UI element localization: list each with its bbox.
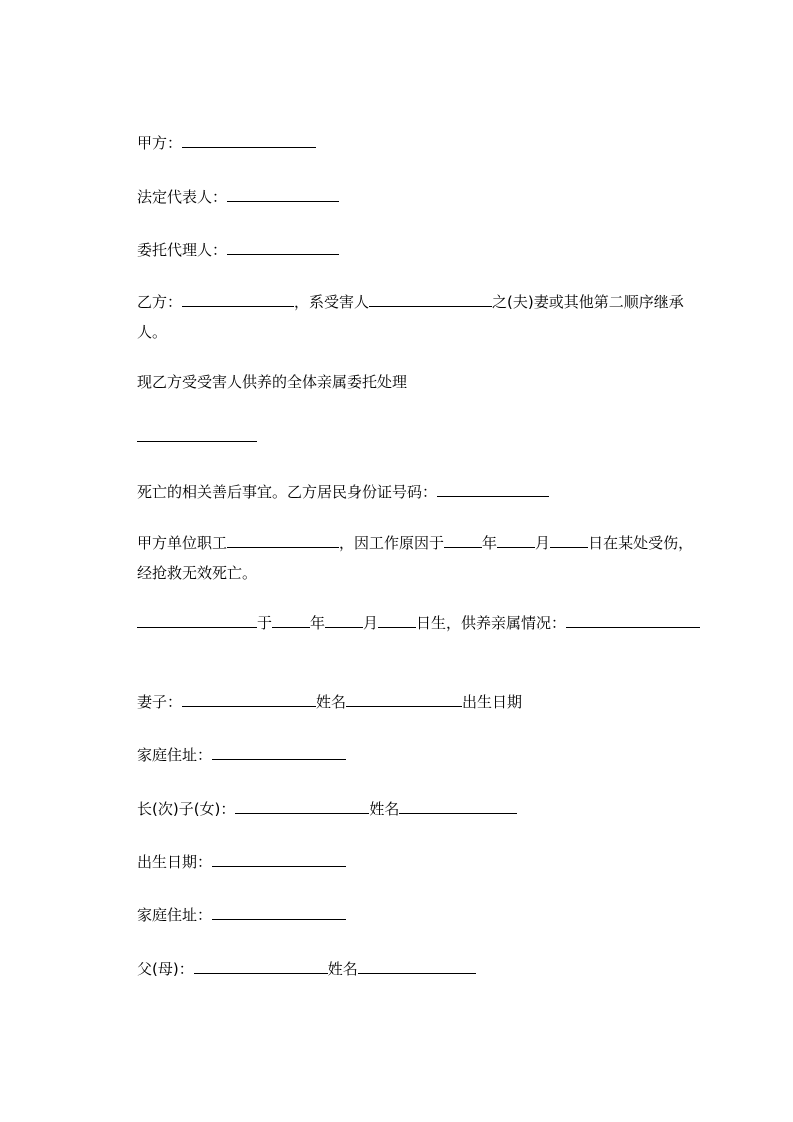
wife-blank <box>182 690 316 707</box>
parent-name-blank <box>358 957 476 974</box>
child-blank <box>235 797 369 814</box>
address-line-2 <box>137 903 346 925</box>
agent-label: 委托代理人： <box>137 241 228 259</box>
entrust-text: 现乙方受受害人供养的全体亲属委托处理 <box>137 373 408 391</box>
party-b-blank <box>182 290 294 307</box>
parent-blank <box>194 957 328 974</box>
birth-month-blank <box>325 611 363 628</box>
address-label-1: 家庭住址： <box>137 746 213 764</box>
day-blank <box>550 531 588 548</box>
wife-line <box>137 690 522 712</box>
birth-year-text: 年 <box>310 614 326 632</box>
reason-text: ，因工作原因于 <box>339 534 445 552</box>
year-blank <box>444 531 482 548</box>
address-blank-2 <box>212 903 346 920</box>
month-blank <box>497 531 535 548</box>
child-label: 长(次)子(女)： <box>137 800 236 818</box>
funeral-line <box>137 480 549 502</box>
wife-name-blank <box>346 690 462 707</box>
funeral-text: 死亡的相关善后事宜。乙方居民身份证号码： <box>137 483 438 501</box>
birth-paragraph <box>137 608 707 638</box>
dependents-blank <box>566 611 678 628</box>
child-line <box>137 797 517 819</box>
birth-date-line <box>137 850 346 872</box>
agent-blank <box>227 238 339 255</box>
address-label-2: 家庭住址： <box>137 906 213 924</box>
parent-line <box>137 957 476 979</box>
wife-label: 妻子： <box>137 693 183 711</box>
parent-label: 父(母)： <box>137 960 194 978</box>
relation-text: 之(夫)妻或其他第二顺序继承人。 <box>137 293 684 341</box>
dependents-text: 日生，供养亲属情况： <box>416 614 567 632</box>
party-b-paragraph <box>137 287 707 347</box>
party-a-line <box>137 131 316 153</box>
victim-blank <box>369 290 492 307</box>
worker-label: 甲方单位职工 <box>137 534 228 552</box>
wife-name-label: 姓名 <box>316 693 347 711</box>
id-number-blank <box>437 480 549 497</box>
worker-paragraph <box>137 528 707 588</box>
address-blank-1 <box>212 743 346 760</box>
agent-line <box>137 238 339 260</box>
dependents-blank-tail <box>678 611 700 628</box>
month-text: 月 <box>535 534 551 552</box>
party-a-blank <box>182 131 316 148</box>
injury-text: 日在某处受伤，经抢救无效死亡。 <box>137 534 694 582</box>
child-name-blank <box>399 797 517 814</box>
birth-date-label: 出生日期： <box>137 853 213 871</box>
party-a-label: 甲方： <box>137 134 183 152</box>
entrust-blank <box>137 425 257 442</box>
birth-date-blank <box>212 850 346 867</box>
address-line-1 <box>137 743 346 765</box>
legal-representative-label: 法定代表人： <box>137 188 228 206</box>
party-b-label: 乙方： <box>137 293 183 311</box>
legal-representative-blank <box>227 185 339 202</box>
birth-month-text: 月 <box>363 614 379 632</box>
birth-year-blank <box>272 611 310 628</box>
worker-blank <box>227 531 339 548</box>
entrust-line <box>137 372 407 392</box>
year-text: 年 <box>482 534 498 552</box>
child-name-label: 姓名 <box>369 800 400 818</box>
birth-day-blank <box>378 611 416 628</box>
entrust-blank-line <box>137 425 257 447</box>
wife-birth-label: 出生日期 <box>462 693 523 711</box>
legal-representative-line <box>137 185 339 207</box>
victim-text: ，系受害人 <box>294 293 370 311</box>
deceased-blank <box>137 611 257 628</box>
parent-name-label: 姓名 <box>327 960 358 978</box>
yu-text: 于 <box>257 614 273 632</box>
